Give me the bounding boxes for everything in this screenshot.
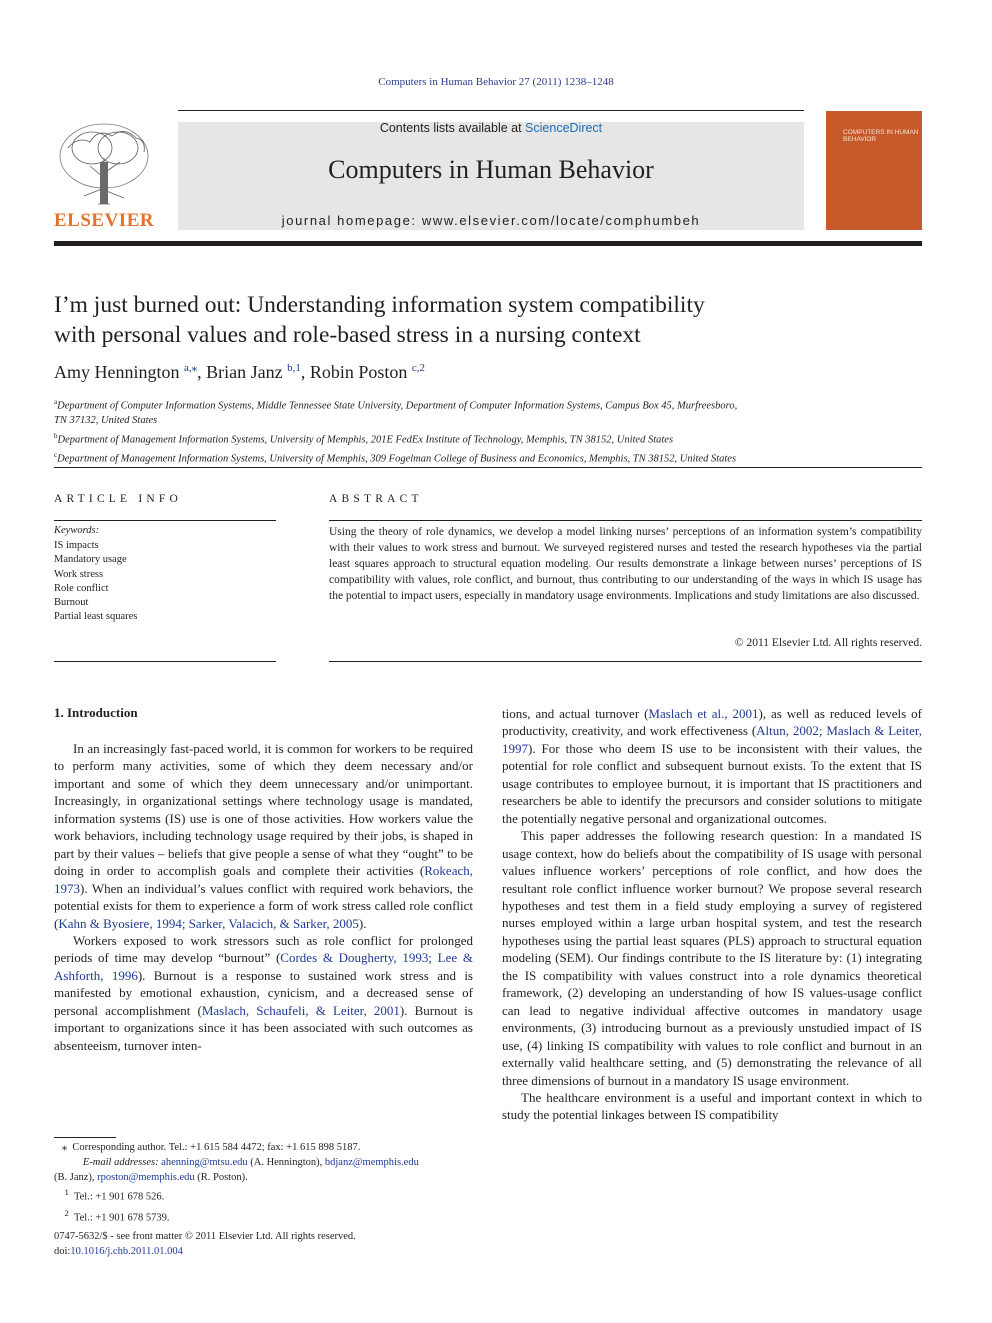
author-name: Amy Hennington [54,362,180,382]
footnote-emails-cont: (B. Janz), rposton@memphis.edu (R. Poston). [54,1171,248,1183]
citation-link[interactable]: Rokeach, 1973 [54,863,473,896]
footnote-1: $^1$ Tel.: +1 901 678 526. [64,1187,165,1203]
footnote-rule [54,1137,116,1138]
elsevier-wordmark: ELSEVIER [54,210,155,231]
keyword: Mandatory usage [54,554,127,566]
divider [329,520,922,521]
front-matter-info [54,1230,473,1260]
contents-prefix: Contents lists available at [379,121,526,135]
divider [54,661,276,662]
email-link[interactable]: rposton@memphis.edu [97,1171,195,1183]
keyword: IS impacts [54,540,99,551]
cover-title: COMPUTERS IN HUMAN BEHAVIOR [843,129,919,143]
citation-link[interactable]: Cordes & Dougherty, 1993; Lee & Ashforth, 1996 [54,950,473,983]
author-affil-marker[interactable]: a,⁎ [184,362,198,374]
affiliation-a-cont: TN 37132, United States [54,415,158,426]
homepage-url[interactable]: www.elsevier.com/locate/comphumbeh [421,213,701,228]
header-rule-top [178,110,804,111]
body-paragraph: In an increasingly fast-paced world, it is common for workers to be required to perform many activities, some of which they deem necessary and/or important and some of which they deem unnecessary and/or unimportant. Increasingly, in organizational settings where technology usage is mandated, information systems (IS) use is one of those activities. How workers value the work behaviors, including technology usage required by their jobs, is shaped in part by their values – beliefs that give people a sense of what they “ought” to be doing in order to accomplish goals and complete their activities (Rokeach, 1973). When an individual’s values conflict with required work behaviors, the potential exists for them to experience a form of work stress called role conflict (Kahn & Byosiere, 1994; Sarker, Valacich, & Sarker, 2005). [54,741,473,931]
journal-homepage [178,213,804,228]
affiliation-b: $^b$Department of Management Information Systems, University of Memphis, 201E FedEx Institute of Technology, Memphis, TN 38152, United States [54,431,674,445]
author-affil-marker[interactable]: c,2 [411,362,426,374]
author-separator: , [197,362,207,382]
journal-title: Computers in Human Behavior [328,155,654,184]
journal-citation: Computers in Human Behavior 27 (2011) 1238–1248 [378,76,614,88]
keyword: Role conflict [54,582,109,594]
footnote-2: $^2$ Tel.: +1 901 678 5739. [64,1207,170,1224]
paper-title-line-2: with personal values and role-based stress in a nursing context [54,322,641,348]
keyword: Work stress [54,568,104,580]
keywords-label: Keywords: [54,525,100,536]
abstract-heading: ABSTRACT [329,493,423,505]
email-link[interactable]: ahenning@mtsu.edu [161,1156,248,1168]
article-info-heading: ARTICLE INFO [54,493,182,505]
affiliation-c: $^c$Department of Management Information Systems, University of Memphis, 309 Fogelman College of Business and Economics, Memphis, TN 38152, United States [54,450,737,464]
footnote-corresponding: ⁎ Corresponding author. Tel.: +1 615 584 4472; fax: +1 615 898 5187. [61,1142,361,1153]
keyword: Burnout [54,597,89,609]
divider [329,661,922,662]
footnote-emails: E-mail addresses: ahenning@mtsu.edu (A. Hennington), bdjanz@memphis.edu [82,1156,419,1168]
body-column-left [54,740,473,1054]
body-column-right [502,705,922,1124]
issn-line: 0747-5632/$ - see front matter © 2011 Elsevier Ltd. All rights reserved. [54,1231,356,1242]
section-heading-introduction: 1. Introduction [54,705,138,720]
abstract-text: Using the theory of role dynamics, we develop a model linking nurses’ perceptions of an information system’s compatibility with their values to work stress and burnout. We surveyed registered nurses and tested the research hypotheses via the partial least squares approach to structural equation modeling. Our results demonstrate a linkage between nurses’ perceptions of IS compatibility with values, role conflict, and burnout, thus contributing to our understanding of the ways in which IS usage has the potential to impact users, especially in mandatory usage environments. Implications and study limitations are also discussed. [329,526,922,602]
email-link[interactable]: bdjanz@memphis.edu [324,1156,419,1168]
paper-title [54,290,934,350]
author-affil-marker[interactable]: b,1 [287,362,301,374]
author-name: Brian Janz [206,362,283,382]
body-paragraph: This paper addresses the following research question: In a mandated IS usage context, how do beliefs about the compatibility of IS usage with personal values influence workers’ perceptions of role conflict, and how does the resultant role conflict influence worker burnout? We propose several research hypotheses and test them in a field study employing a survey of registered nurses employed within a large urban hospital system, and test the research hypotheses using the partial least squares (PLS) approach to structural equation modeling (SEM). Our findings contribute to the IS literature by: (1) integrating the IS compatibility with values construct into a role dynamics theoretical framework, (2) developing an understanding of how IS values-usage conflict can lead to negative individual affective outcomes in mandatory usage environments, (3) introducing burnout as a previously unstudied impact of IS use, (4) linking IS compatibility with values to role conflict and burnout in an externally valid healthcare setting, and (5) demonstrating the relevance of all three dimensions of burnout in a mandatory IS usage environment. [502,828,922,1088]
abstract-copyright: © 2011 Elsevier Ltd. All rights reserved. [734,637,922,649]
author-name: Robin Poston [309,362,408,382]
paper-title-line-1: I’m just burned out: Understanding information system compatibility [54,292,705,318]
keywords-list [54,539,137,625]
keyword: Partial least squares [54,611,138,623]
doi-line: doi:10.1016/j.chb.2011.01.004 [54,1245,183,1257]
divider [54,520,276,521]
author-list [54,361,934,383]
body-paragraph: Workers exposed to work stressors such as role conflict for prolonged periods of time may develop “burnout” (Cordes & Dougherty, 1993; Lee & Ashforth, 1996). Burnout is a response to sustained work stress and is manifested by emotional exhaustion, cynicism, and a decreased sense of personal accomplishment (Maslach, Schaufeli, & Leiter, 2001). Burnout is important to organizations since it has been associated with such outcomes as absenteeism, turnover inten- [54,932,473,1053]
footnotes [54,1141,473,1226]
citation-link[interactable]: Maslach et al., 2001 [648,706,759,721]
body-paragraph: The healthcare environment is a useful and important context in which to study the potential linkages between IS compatibility [502,1089,922,1123]
homepage-prefix: journal homepage: [281,213,422,228]
citation-link[interactable]: Maslach, Schaufeli, & Leiter, 2001 [201,1002,400,1018]
affiliation-a: $^a$Department of Computer Information Systems, Middle Tennessee State University, Department of Computer Information Systems, Campus Box 45, Murfreesboro, [54,398,738,412]
header-thick-rule [54,241,922,246]
doi-link[interactable]: 10.1016/j.chb.2011.01.004 [70,1245,183,1257]
citation-link[interactable]: Kahn & Byosiere, 1994; Sarker, Valacich, & Sarker, 2005 [58,915,359,931]
author-separator: , [300,362,310,382]
sciencedirect-link[interactable]: ScienceDirect [525,121,603,135]
divider [54,467,922,468]
contents-available [178,121,804,135]
body-paragraph: tions, and actual turnover (Maslach et al., 2001), as well as reduced levels of productivity, creativity, and work effectiveness (Altun, 2002; Maslach & Leiter, 1997). For those who deem IS use to be inconsistent with their values, the potential for role conflict and subsequent burnout exists. To the extent that IS usage contributes to employee burnout, it is important that IS practitioners and researchers be able to identify the precursors and consider solutions to mitigate the potentially negative personal and organizational outcomes. [502,706,922,826]
citation-link[interactable]: Altun, 2002; Maslach & Leiter, 1997 [502,723,922,756]
affiliations [54,395,934,467]
